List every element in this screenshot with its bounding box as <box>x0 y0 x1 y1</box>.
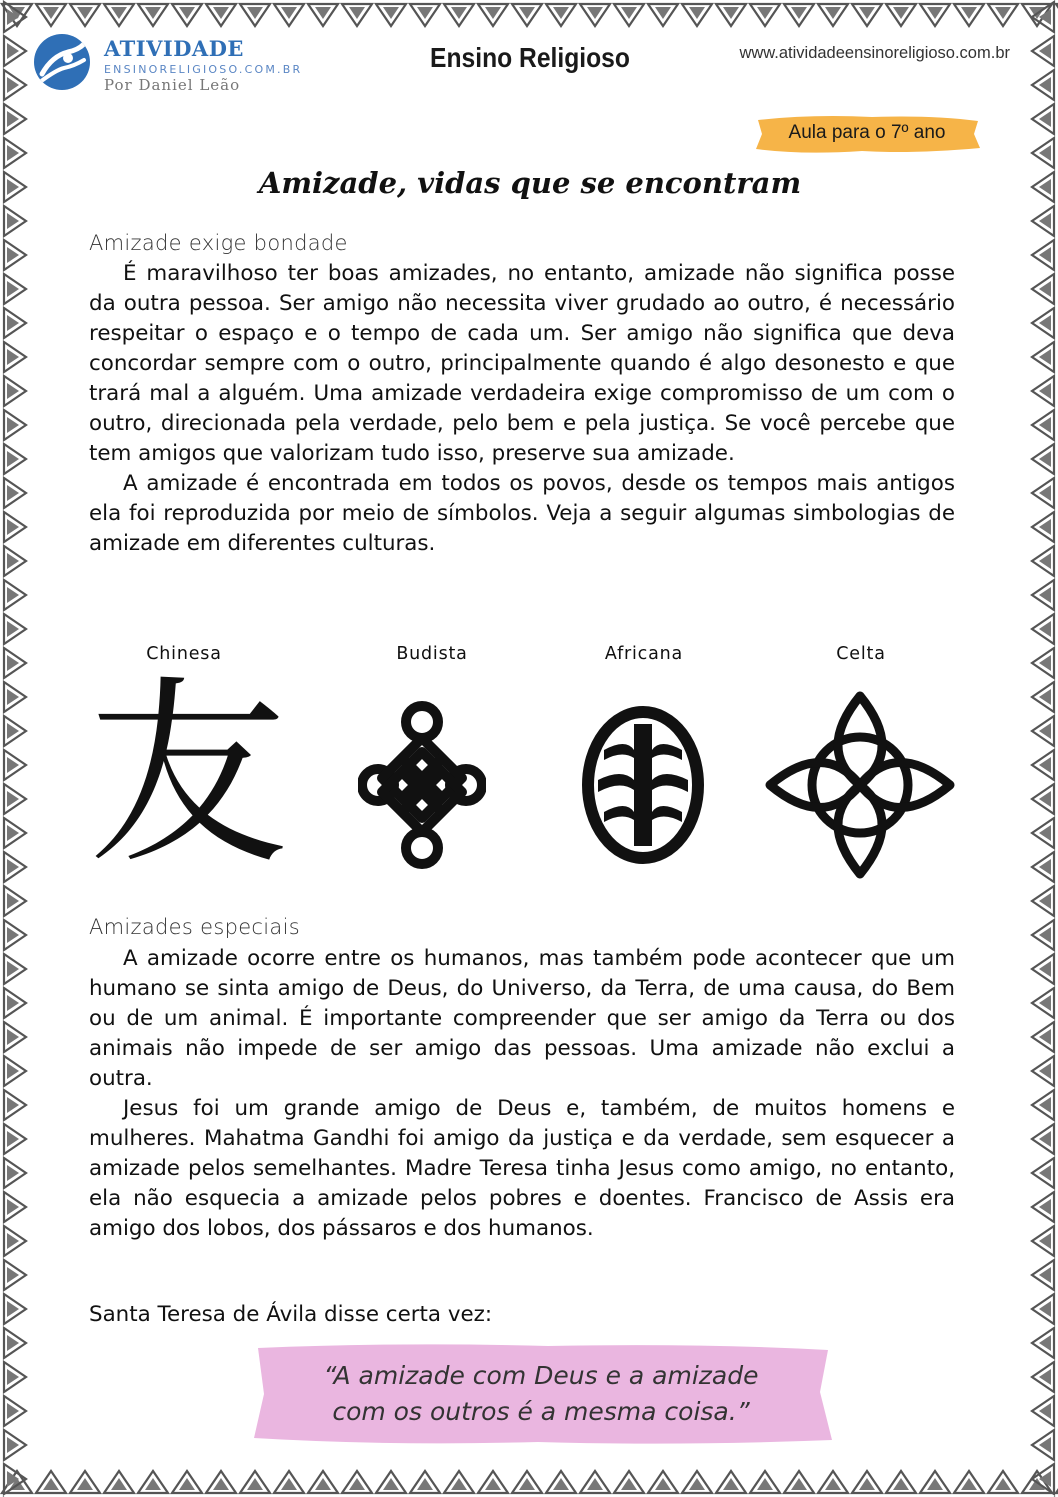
paragraph: É maravilhoso ter boas amizades, no entanto, amizade não significa posse da outra pessoa. Ser amigo não necessita viver grudado ao outro, é necessário respeitar o espaço e o tempo de cada um. Ser amigo não significa que deva concordar sempre com o outro, principalmente quando é algo desonesto e que trará mal a alguém. Uma amizade verdadeira exige compromisso de um com o outro, direcionada pela verdade, pelo bem e pela justiça. Se você percebe que tem amigos que valorizam tudo isso, preserve sua amizade. <box>89 261 955 466</box>
page-title: Amizade, vidas que se encontram <box>258 166 802 200</box>
section-heading-kindness: Amizade exige bondade <box>89 231 348 255</box>
grade-badge-label: Aula para o 7º ano <box>788 122 946 143</box>
adinkra-friendship-icon <box>582 706 704 868</box>
paragraph: A amizade ocorre entre os humanos, mas também pode acontecer que um humano se sinta amigo de Deus, do Universo, da Terra, de uma causa, do Bem ou de um animal. É importante compreender que ser amigo da Terra ou dos animais não impede de ser amigo das pessoas. Uma amizade não exclui a outra. <box>89 946 955 1091</box>
subject-heading: Ensino Religioso <box>430 42 630 73</box>
symbol-label-celtic: Celta <box>836 644 886 664</box>
section-heading-special: Amizades especiais <box>89 915 300 939</box>
decorative-border-right <box>1028 0 1058 1497</box>
section2-body <box>89 944 955 1244</box>
celtic-knot-icon <box>764 690 956 884</box>
logo-author: Por Daniel Leão <box>104 76 241 94</box>
quote-box <box>248 1342 834 1446</box>
symbol-label-african: Africana <box>604 644 684 664</box>
chinese-friend-character-icon: 友 <box>88 659 289 892</box>
decorative-border-left <box>0 0 30 1497</box>
symbol-label-chinese: Chinesa <box>146 644 222 664</box>
paragraph: Jesus foi um grande amigo de Deus e, também, de muitos homens e mulheres. Mahatma Gandhi foi amigo da justiça e da verdade, sem esquecer a amizade pelos semelhantes. Madre Teresa tinha Jesus como amigo, no entanto, ela não esquecia a amizade pelos pobres e doentes. Francisco de Assis era amigo dos lobos, dos pássaros e dos humanos. <box>89 1096 955 1241</box>
grade-badge <box>752 112 982 156</box>
logo-subtitle: ENSINORELIGIOSO.COM.BR <box>104 63 303 76</box>
paragraph: A amizade é encontrada em todos os povos, desde os tempos mais antigos ela foi reproduzida por meio de símbolos. Veja a seguir algumas simbologias de amizade em diferentes culturas. <box>89 471 955 556</box>
decorative-border-top <box>0 0 1058 30</box>
quote-intro: Santa Teresa de Ávila disse certa vez: <box>89 1302 493 1327</box>
quote-line: com os outros é a mesma coisa.” <box>332 1397 750 1426</box>
decorative-border-bottom <box>0 1467 1058 1497</box>
quote-text <box>248 1358 834 1430</box>
website-link[interactable]: www.atividadeensinoreligioso.com.br <box>739 44 1010 62</box>
logo-title: ATIVIDADE <box>104 36 244 61</box>
hands-logo-icon <box>34 34 90 90</box>
endless-knot-icon <box>358 700 486 874</box>
quote-line: “A amizade com Deus e a amizade <box>323 1361 759 1390</box>
section1-body <box>89 259 955 559</box>
site-logo <box>34 32 314 96</box>
symbol-label-buddhist: Budista <box>396 644 468 664</box>
